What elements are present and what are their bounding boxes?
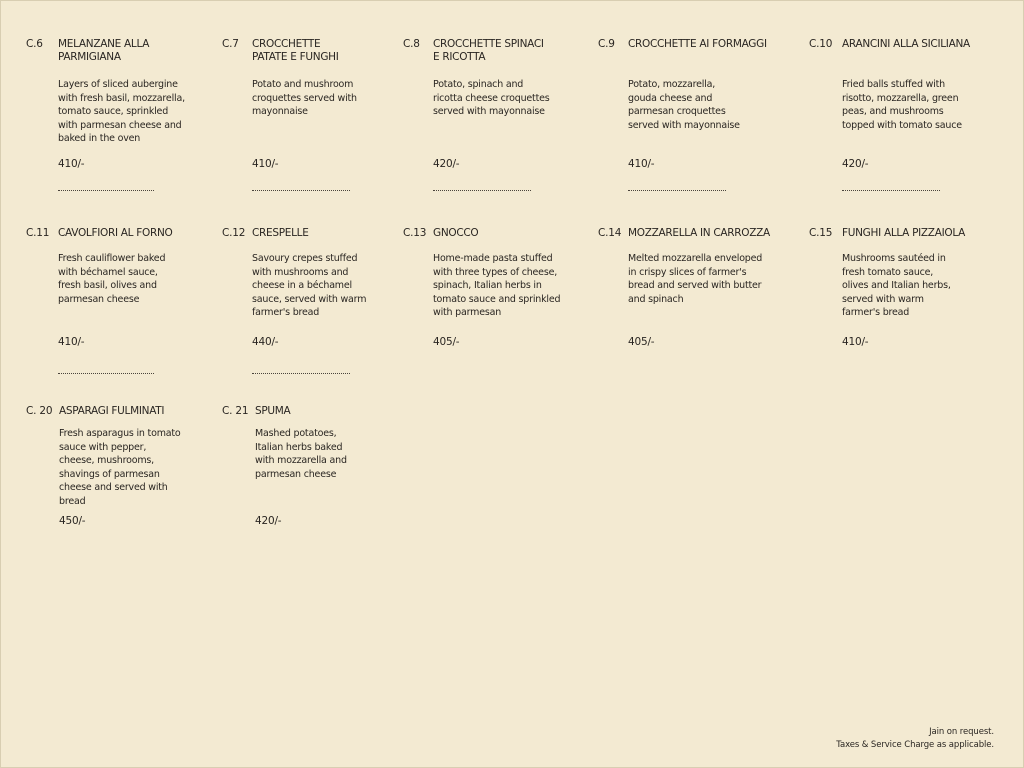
item-price: 420/- [433, 158, 460, 170]
item-name: CROCCHETTE SPINACI E RICOTTA [433, 38, 544, 63]
item-description: Home-made pasta stuffed with three types of cheese, spinach, Italian herbs in tomato sauce and sprinkled with parmesan [433, 253, 561, 318]
item-code: C.9 [598, 38, 615, 50]
item-code: C.7 [222, 38, 239, 50]
item-code: C. 20 [26, 405, 53, 417]
item-price: 410/- [628, 158, 655, 170]
tax-note: Taxes & Service Charge as applicable. [836, 740, 994, 750]
item-price: 410/- [58, 158, 85, 170]
item-code: C.12 [222, 227, 246, 239]
item-divider [252, 373, 350, 374]
item-code: C.8 [403, 38, 420, 50]
item-price: 440/- [252, 336, 279, 348]
item-description: Potato, mozzarella, gouda cheese and parmesan croquettes served with mayonnaise [628, 79, 740, 131]
item-name: CRESPELLE [252, 227, 309, 239]
item-description: Potato and mushroom croquettes served with mayonnaise [252, 79, 357, 117]
item-code: C.6 [26, 38, 43, 50]
item-divider [252, 190, 350, 191]
item-description: Potato, spinach and ricotta cheese croquettes served with mayonnaise [433, 79, 550, 117]
item-code: C.10 [809, 38, 833, 50]
item-name: ASPARAGI FULMINATI [59, 405, 165, 417]
item-price: 420/- [842, 158, 869, 170]
item-name: MELANZANE ALLA PARMIGIANA [58, 38, 150, 63]
item-price: 410/- [842, 336, 869, 348]
item-code: C.11 [26, 227, 50, 239]
footer-note [836, 726, 994, 752]
item-price: 410/- [252, 158, 279, 170]
item-description: Fresh asparagus in tomato sauce with pepper, cheese, mushrooms, shavings of parmesan cheese and served with bread [59, 428, 181, 507]
item-divider [842, 190, 940, 191]
item-name: MOZZARELLA IN CARROZZA [628, 227, 770, 239]
item-price: 405/- [433, 336, 460, 348]
item-price: 410/- [58, 336, 85, 348]
item-name: GNOCCO [433, 227, 479, 239]
item-code: C.13 [403, 227, 427, 239]
item-code: C. 21 [222, 405, 249, 417]
item-code: C.15 [809, 227, 833, 239]
item-description: Layers of sliced aubergine with fresh basil, mozzarella, tomato sauce, sprinkled with parmesan cheese and baked in the oven [58, 79, 185, 144]
item-price: 405/- [628, 336, 655, 348]
item-description: Mashed potatoes, Italian herbs baked with mozzarella and parmesan cheese [255, 428, 347, 480]
item-divider [628, 190, 726, 191]
item-description: Fried balls stuffed with risotto, mozzarella, green peas, and mushrooms topped with tomato sauce [842, 79, 962, 131]
item-name: ARANCINI ALLA SICILIANA [842, 38, 970, 50]
item-divider [433, 190, 531, 191]
item-name: SPUMA [255, 405, 291, 417]
item-divider [58, 190, 154, 191]
item-description: Mushrooms sautéed in fresh tomato sauce, olives and Italian herbs, served with warm farmer's bread [842, 253, 951, 318]
item-name: CROCCHETTE AI FORMAGGI [628, 38, 767, 50]
item-divider [58, 373, 154, 374]
item-description: Fresh cauliflower baked with béchamel sauce, fresh basil, olives and parmesan cheese [58, 253, 166, 305]
item-description: Melted mozzarella enveloped in crispy slices of farmer's bread and served with butter and spinach [628, 253, 763, 305]
item-code: C.14 [598, 227, 622, 239]
item-description: Savoury crepes stuffed with mushrooms and cheese in a béchamel sauce, served with warm farmer's bread [252, 253, 367, 318]
item-name: CROCCHETTE PATATE E FUNGHI [252, 38, 339, 63]
jain-note: Jain on request. [929, 727, 994, 737]
item-name: CAVOLFIORI AL FORNO [58, 227, 173, 239]
item-price: 420/- [255, 515, 282, 527]
item-name: FUNGHI ALLA PIZZAIOLA [842, 227, 966, 239]
item-price: 450/- [59, 515, 86, 527]
